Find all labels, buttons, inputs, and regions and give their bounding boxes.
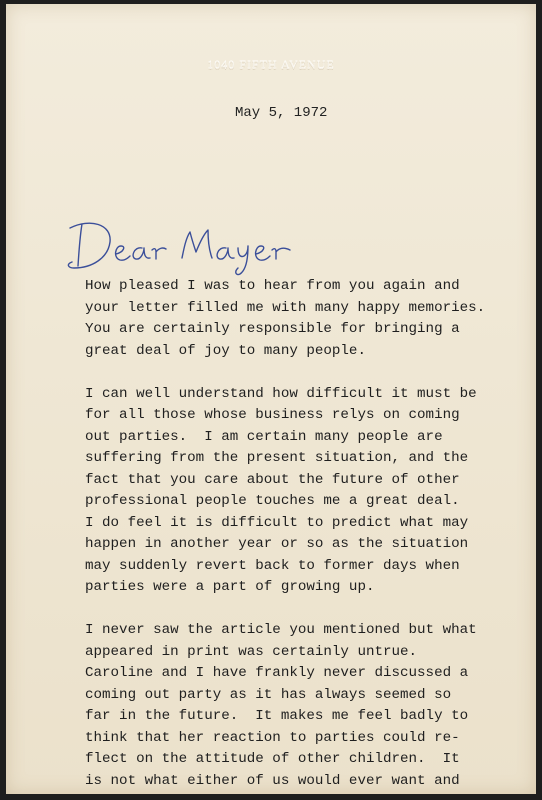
letter-line: You are certainly responsible for bringing a [85,321,460,337]
letter-line: is not what either of us would ever want and [85,772,460,789]
letter-line: parties were a part of growing up. [85,579,375,595]
letter-paragraph [85,620,535,792]
letter-date: May 5, 1972 [235,105,328,121]
letter-line: great deal of joy to many people. [85,342,366,359]
letterhead-address: 1040 FIFTH AVENUE [207,58,335,72]
letter-line: coming out party as it has always seemed so [85,686,452,703]
letter-line: Caroline and I have frankly never discussed a [85,665,469,681]
letter-line: I do feel it is difficult to predict what may [85,514,469,531]
letter-line: I can well understand how difficult it must be [85,385,477,402]
letter-line: professional people touches me a great deal. [85,493,460,509]
letter-body [85,276,535,792]
letter-paragraph [85,276,535,362]
letter-line: your letter filled me with many happy memories. [85,299,486,316]
letter-line: for all those whose business relys on coming [85,407,460,423]
letter-line: I never saw the article you mentioned but what [85,622,477,638]
letter-line: fact that you care about the future of other [85,471,460,488]
letter-page [6,4,536,794]
salutation-signature-drawing [60,214,300,278]
letter-line: out parties. I am certain many people are [85,428,443,445]
letter-line: suffering from the present situation, and the [85,450,469,466]
letter-line: appeared in print was certainly untrue. [85,643,418,660]
handwritten-salutation [60,214,300,278]
letter-line: may suddenly revert back to former days when [85,557,460,574]
letter-line: happen in another year or so as the situation [85,536,469,552]
letter-line: How pleased I was to hear from you again and [85,278,460,294]
letter-paragraph [85,384,535,599]
letter-line: far in the future. It makes me feel badly to [85,708,469,724]
letter-line: think that her reaction to parties could re- [85,729,460,746]
letter-line: flect on the attitude of other children. It [85,751,460,767]
